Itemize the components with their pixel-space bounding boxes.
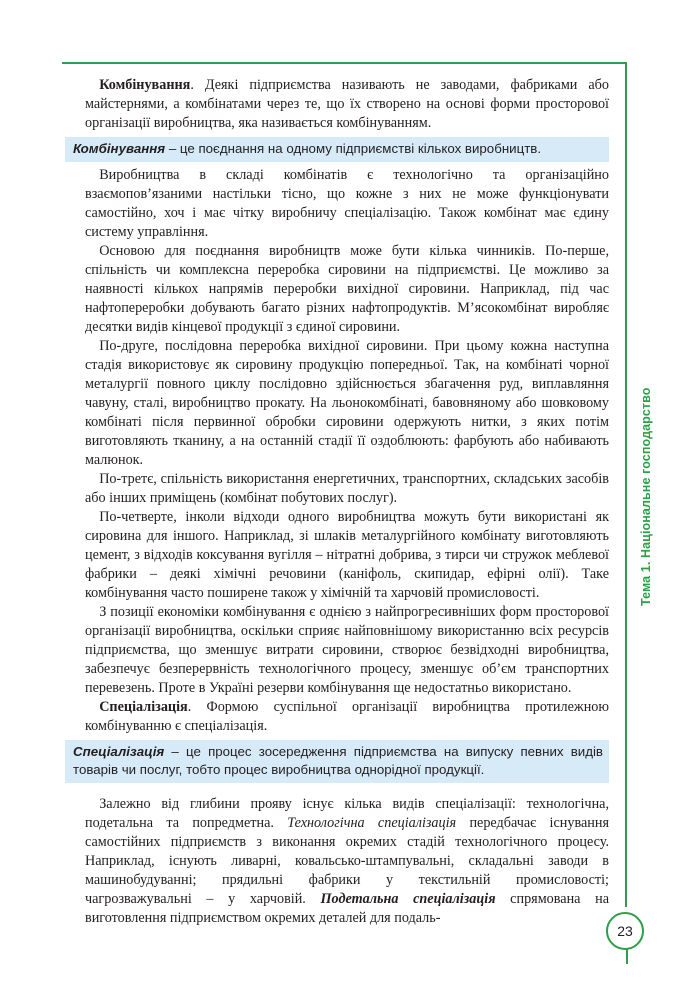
term-specialization: Спеціалізація — [99, 699, 188, 715]
term-combination: Комбінування — [99, 77, 191, 93]
paragraph-specialization-intro: Спеціалізація. Формою суспільної організації виробництва протилежною комбінуванню є спеціалізація. — [85, 699, 609, 734]
page-frame-top-line — [62, 62, 627, 64]
paragraph-specialization-types: Залежно від глибини прояву існує кілька видів спеціалізації: технологічна, подетальна та попредметна. Технологічна спеціалізація передбачає існування самостійних підприємств з виконання окремих стадій технологічного процесу. Наприклад, існують ливарні, ковальсько-штампувальні, складальні заводи в машинобудуванні; прядильні фабрики у текстильній промисловості; чагрозважувальні – у харчовій. Подетальна спеціалізація спрямована на виготовлення підприємством окремих деталей для подаль- — [85, 796, 609, 926]
paragraph-combination-integration: Виробництва в складі комбінатів є технологічно та організаційно взаємопов’язаними настільки тісно, що кожне з них не може функціонувати самостійно, хоч і має чітку виробничу спеціалізацію. Також комбінат має єдину систему управління. — [85, 167, 609, 240]
page-frame-right-line — [625, 62, 627, 907]
definition-box-combination: Комбінування – це поєднання на одному підприємстві кількох виробництв. — [65, 137, 609, 162]
term-detail-specialization: Подетальна спеціалізація — [320, 891, 496, 907]
page-content — [73, 76, 609, 928]
definition-term-combination: Комбінування — [73, 141, 166, 156]
paragraph-combination-economics: З позиції економіки комбінування є однією з найпрогресивніших форм просторової організації виробництва, оскільки сприяє найповнішому використанню всіх ресурсів підприємства, що зменшує витрати сировини, створює безвідходні виробництва, забезпечує безперервність технологічного процесу, зменшує об’єм транспортних перевезень. Проте в Україні резерви комбінування ще недостатньо використано. — [85, 604, 609, 696]
paragraph-combination-sequential: По-друге, послідовна переробка вихідної сировини. При цьому кожна наступна стадія використовує як сировину продукцію попередньої. Так, на комбінаті чорної металургії повного циклу послідовно здійснюється збагачення руд, виплавляння чавуну, сталі, виробництво прокату. На льонокомбінаті, бавовняному або шовковому комбінаті після первинної обробки сировини одержують нитки, з яких потім виготовляють тканину, а на останній стадії її оздоблюють: фарбують або набивають малюнок. — [85, 338, 609, 468]
definition-term-specialization: Спеціалізація — [73, 744, 165, 759]
paragraph-combination-shared: По-третє, спільність використання енергетичних, транспортних, складських засобів або інших приміщень (комбінат побутових послуг). — [85, 471, 609, 506]
page-number: 23 — [606, 912, 644, 950]
side-topic-label: Тема 1. Національне господарство — [639, 387, 653, 606]
definition-box-specialization: Спеціалізація – це процес зосередження підприємства на випуску певних видів товарів чи послуг, тобто процес виробництва однорідної продукції. — [65, 740, 609, 783]
paragraph-combination-waste: По-четверте, інколи відходи одного виробництва можуть бути використані як сировина для іншого. Наприклад, зі шлаків металургійного комбінату виготовляють цемент, з відходів коксування вугілля – нітратні добрива, з тирси чи стружок меблевої фабрики – деякі хімічні речовини (каніфоль, скипидар, ефірні олії). Таке комбінування часто поширене також у хімічній та харчовій промисловості. — [85, 509, 609, 601]
paragraph-combination-factors: Основою для поєднання виробництв може бути кілька чинників. По-перше, спільність чи комплексна переробка сировини на підприємстві. Це можливо за наявності кількох напрямів переробки вихідної сировини. Наприклад, під час нафтопереробки добувають багато різних нафтопродуктів. М’ясокомбінат виробляє десятки видів кінцевої продукції з єдиної сировини. — [85, 243, 609, 335]
paragraph-combination-intro: Комбінування. Деякі підприємства називають не заводами, фабриками або майстернями, а комбінатами через те, що їх створено на основі форми просторової організації виробництва, яка називається комбінуванням. — [85, 77, 609, 131]
term-technological-specialization: Технологічна спеціалізація — [287, 815, 457, 831]
